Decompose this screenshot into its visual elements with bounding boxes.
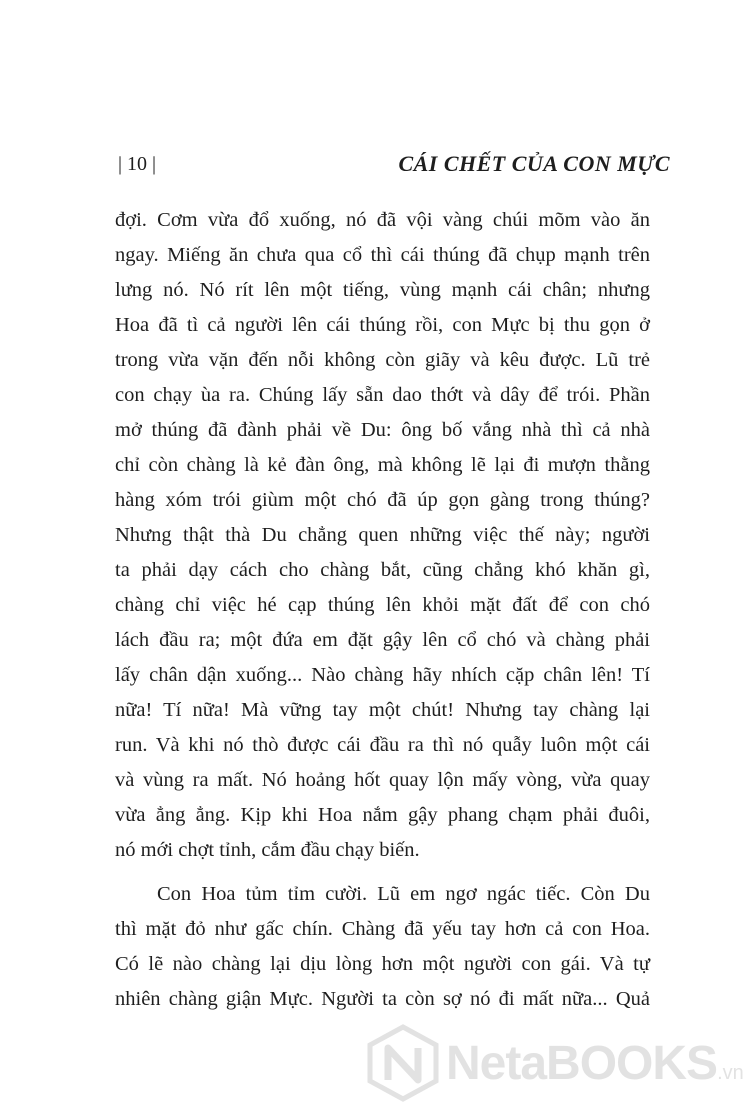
running-title: CÁI CHẾT CỦA CON MỰC (398, 151, 670, 176)
text-line: nhiên chàng giận Mực. Người ta còn sợ nó đi mất nữa... Quả (115, 988, 650, 1010)
text-line: run. Và khi nó thò được cái đầu ra thì nó quẫy luôn một cái (115, 734, 650, 756)
text-line: chỉ còn chàng là kẻ đàn ông, mà không lẽ lại đi mượn thằng (115, 454, 650, 476)
watermark-text (446, 1036, 744, 1091)
text-line: nó mới chợt tỉnh, cắm đầu chạy biến. (115, 839, 420, 861)
watermark-brand: NetaBOOKS (446, 1037, 718, 1090)
paragraph-1 (115, 203, 650, 868)
text-line: đợi. Cơm vừa đổ xuống, nó đã vội vàng chúi mõm vào ăn (115, 209, 650, 231)
text-line: chàng chỉ việc hé cạp thúng lên khỏi mặt đất để con chó (115, 594, 650, 616)
text-line: Hoa đã tì cả người lên cái thúng rồi, con Mực bị thu gọn ở (115, 314, 650, 336)
text-line: thì mặt đỏ như gấc chín. Chàng đã yếu tay hơn cả con Hoa. (115, 918, 650, 940)
text-line: Có lẽ nào chàng lại dịu lòng hơn một người con gái. Và tự (115, 953, 650, 975)
running-header (118, 150, 670, 178)
text-line: trong vừa vặn đến nỗi không còn giãy và kêu được. Lũ trẻ (115, 349, 650, 371)
text-line: con chạy ùa ra. Chúng lấy sẵn dao thớt và dây để trói. Phần (115, 384, 650, 406)
watermark-suffix: .vn (717, 1062, 744, 1084)
text-line: lưng nó. Nó rít lên một tiếng, vùng mạnh cái chân; nhưng (115, 279, 650, 301)
text-line: lấy chân dận xuống... Nào chàng hãy nhích cặp chân lên! Tí (115, 664, 650, 686)
text-line: vừa ẳng ẳng. Kịp khi Hoa nắm gậy phang chạm phải đuôi, (115, 804, 650, 826)
netabooks-logo-icon (364, 1024, 442, 1102)
page-number: | 10 | (118, 153, 157, 175)
text-line: ngay. Miếng ăn chưa qua cổ thì cái thúng đã chụp mạnh trên (115, 244, 650, 266)
body-text (115, 203, 650, 1017)
text-line: nữa! Tí nữa! Mà vững tay một chút! Nhưng tay chàng lại (115, 699, 650, 721)
text-line: và vùng ra mất. Nó hoảng hốt quay lộn mấy vòng, vừa quay (115, 769, 650, 791)
text-line: mở thúng đã đành phải về Du: ông bố vắng nhà thì cả nhà (115, 419, 650, 441)
text-line: lách đầu ra; một đứa em đặt gậy lên cổ chó và chàng phải (115, 629, 650, 651)
text-line: Nhưng thật thà Du chẳng quen những việc thế này; người (115, 524, 650, 546)
netabooks-watermark (364, 1018, 744, 1108)
paragraph-2 (115, 877, 650, 1017)
text-line: ta phải dạy cách cho chàng bắt, cũng chẳng khó khăn gì, (115, 559, 650, 581)
text-line: Con Hoa tủm tỉm cười. Lũ em ngơ ngác tiếc. Còn Du (157, 883, 650, 905)
text-line: hàng xóm trói giùm một chó đã úp gọn gàng trong thúng? (115, 489, 650, 511)
